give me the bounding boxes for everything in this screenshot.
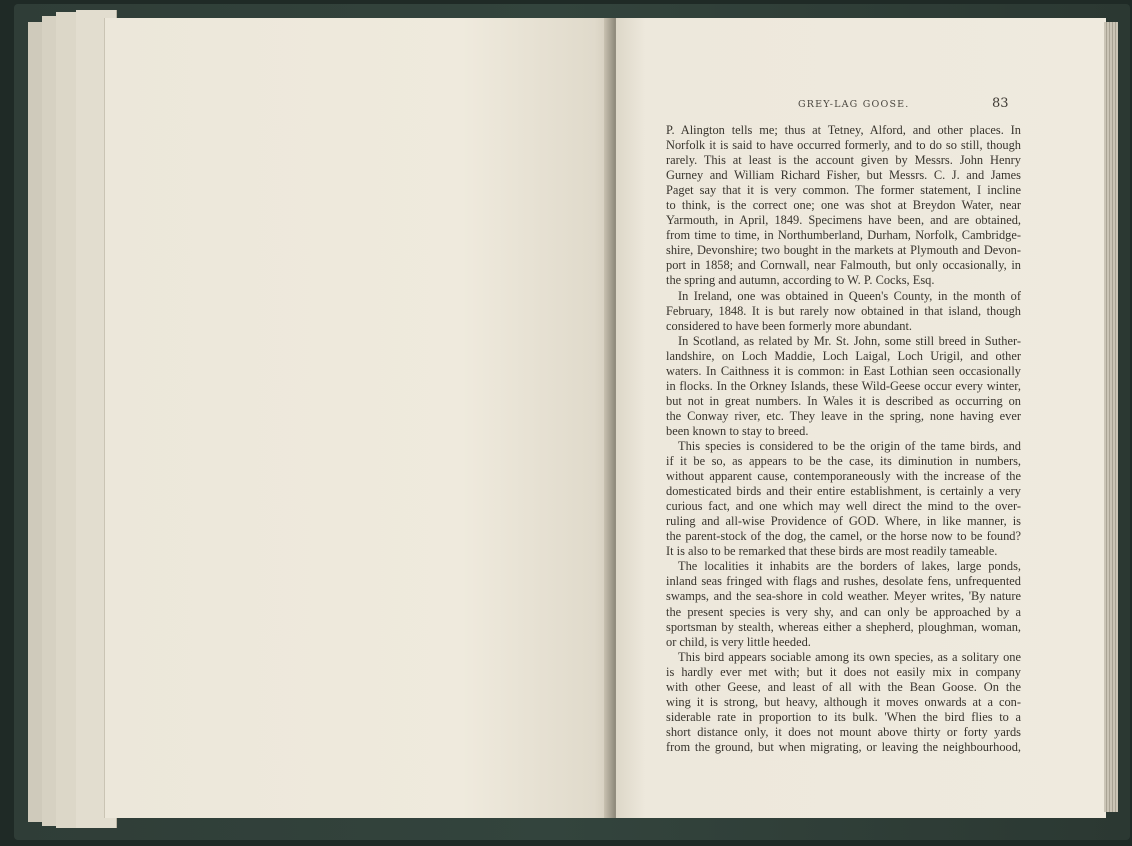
text-line: waters. In Caithness it is common: in East Lothian seen occasionally [666, 363, 1021, 378]
left-page-blank [104, 18, 615, 818]
text-line: This bird appears sociable among its own species, as a solitary one [678, 649, 1021, 664]
text-line: siderable rate in proportion to its bulk. 'When the bird flies to a [666, 709, 1021, 724]
text-line: in flocks. In the Orkney Islands, these Wild-Geese occur every winter, [666, 378, 1021, 393]
text-line: the Conway river, etc. They leave in the spring, none having ever [666, 408, 1021, 423]
text-line: curious fact, and one which may well direct the mind to the over- [666, 499, 1021, 514]
text-line: to think, is the correct one; one was shot at Breydon Water, near [666, 198, 1021, 213]
text-line: The localities it inhabits are the borders of lakes, large ponds, [678, 559, 1021, 574]
text-line: port in 1858; and Cornwall, near Falmouth, but only occasionally, in [666, 258, 1021, 273]
page-number: 83 [992, 96, 1009, 111]
text-line: swamps, and the sea-shore in cold weather. Meyer writes, 'By nature [666, 589, 1021, 604]
text-line: wing it is strong, but heavy, although it moves onwards at a con- [666, 694, 1021, 709]
text-line: if it be so, as appears to be the case, its diminution in numbers, [666, 454, 1021, 469]
text-line: is hardly ever met with; but it does not easily mix in company [666, 664, 1021, 679]
body-text [666, 123, 1021, 755]
text-line: Gurney and William Richard Fisher, but Messrs. C. J. and James [666, 168, 1021, 183]
text-line: considered to have been formerly more abundant. [666, 318, 912, 333]
text-line: In Ireland, one was obtained in Queen's County, in the month of [678, 288, 1021, 303]
running-head: GREY-LAG GOOSE. [798, 99, 910, 110]
text-line: P. Alington tells me; thus at Tetney, Alford, and other places. In [666, 123, 1021, 137]
text-line: from time to time, in Northumberland, Durham, Norfolk, Cambridge- [666, 228, 1021, 243]
text-line: shire, Devonshire; two bought in the markets at Plymouth and Devon- [666, 243, 1021, 258]
text-line: Norfolk it is said to have occurred formerly, and to do so still, though [666, 138, 1021, 153]
right-page-stack-edge [1104, 22, 1118, 812]
text-line: domesticated birds and their entire establishment, is certainly a very [666, 484, 1021, 499]
text-line: rarely. This at least is the account given by Messrs. John Henry [666, 153, 1021, 168]
text-line: landshire, on Loch Maddie, Loch Laigal, Loch Urigil, and other [666, 348, 1021, 363]
text-line: It is also to be remarked that these birds are most readily tameable. [666, 544, 998, 559]
text-line: ruling and all-wise Providence of GOD. Where, in like manner, is [666, 514, 1021, 529]
text-line: Yarmouth, in April, 1849. Specimens have been, and are obtained, [666, 213, 1021, 228]
text-line: the parent-stock of the dog, the camel, or the horse now to be found? [666, 529, 1021, 544]
text-line: Paget say that it is very common. The former statement, I incline [666, 183, 1021, 198]
text-line: February, 1848. It is but rarely now obtained in that island, though [666, 303, 1021, 318]
text-line: the present species is very shy, and can only be approached by a [666, 604, 1021, 619]
text-line: or child, is very little heeded. [666, 634, 811, 649]
text-line: been known to stay to breed. [666, 423, 809, 438]
text-line: but not in great numbers. In Wales it is described as occurring on [666, 393, 1021, 408]
text-line: short distance only, it does not mount above thirty or forty yards [666, 724, 1021, 739]
text-line: inland seas fringed with flags and rushes, desolate fens, unfrequented [666, 574, 1021, 589]
text-line: This species is considered to be the origin of the tame birds, and [678, 438, 1021, 453]
text-line: from the ground, but when migrating, or leaving the neighbourhood, [666, 739, 1021, 754]
text-line: In Scotland, as related by Mr. St. John, some still breed in Suther- [678, 333, 1021, 348]
text-line: without apparent cause, contemporaneously with the increase of the [666, 469, 1021, 484]
text-line: sportsman by stealth, whereas either a shepherd, ploughman, woman, [666, 619, 1021, 634]
text-line: the spring and autumn, according to W. P. Cocks, Esq. [666, 273, 935, 288]
text-line: with other Geese, and least of all with the Bean Goose. On the [666, 679, 1021, 694]
